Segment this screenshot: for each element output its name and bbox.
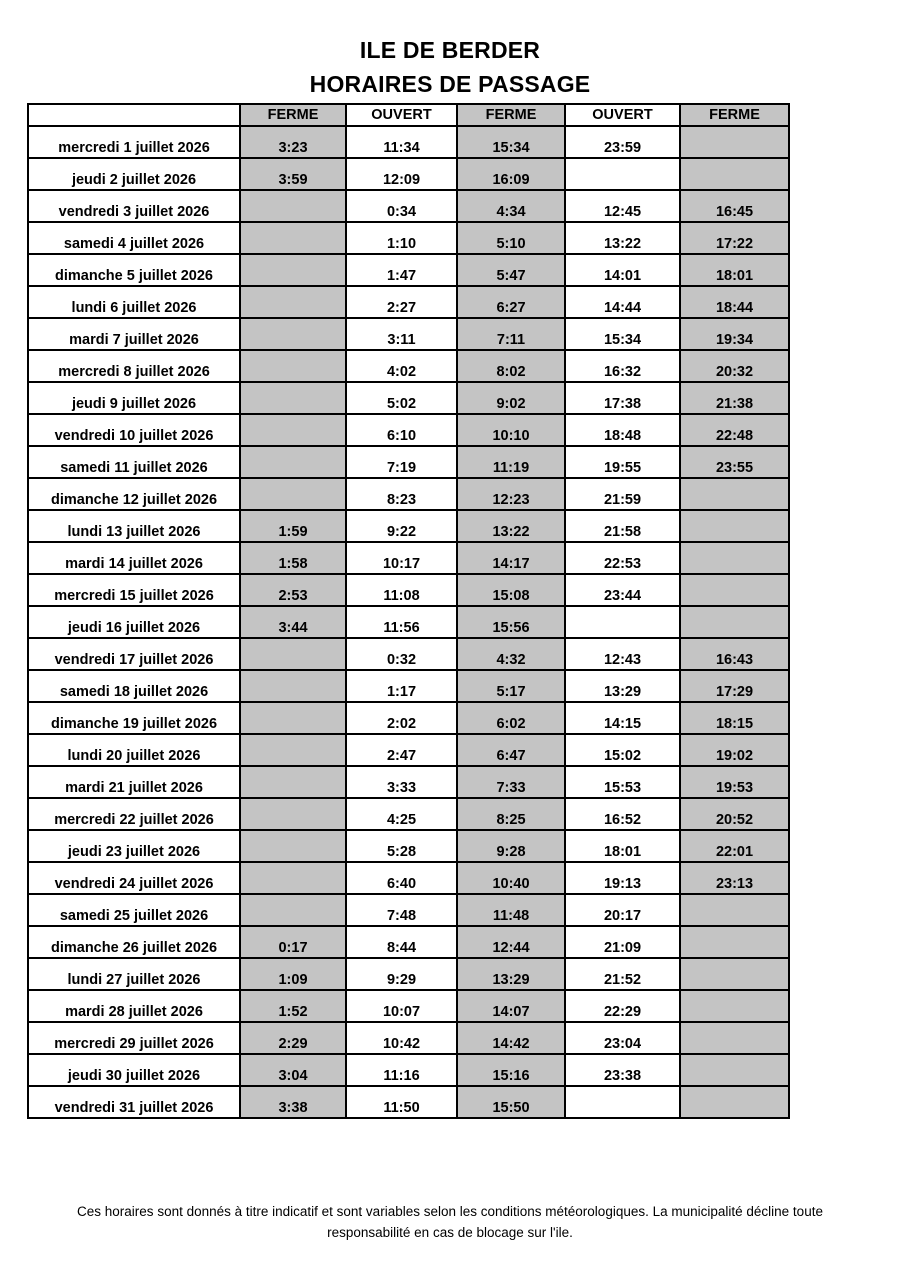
ouvert-1-cell: 6:10 [346, 414, 457, 446]
table-row [28, 926, 789, 958]
ferme-3-cell [680, 1022, 789, 1054]
table-row [28, 798, 789, 830]
table-row [28, 574, 789, 606]
date-cell: lundi 27 juillet 2026 [28, 958, 240, 990]
ouvert-1-cell: 2:02 [346, 702, 457, 734]
date-cell: samedi 4 juillet 2026 [28, 222, 240, 254]
ferme-1-cell [240, 862, 346, 894]
ouvert-2-cell: 23:59 [565, 126, 680, 158]
ouvert-2-cell: 22:29 [565, 990, 680, 1022]
ouvert-1-cell: 4:25 [346, 798, 457, 830]
ferme-2-cell: 15:50 [457, 1086, 565, 1118]
ferme-2-cell: 13:22 [457, 510, 565, 542]
ferme-1-cell [240, 478, 346, 510]
date-cell: dimanche 26 juillet 2026 [28, 926, 240, 958]
ferme-1-cell [240, 190, 346, 222]
ferme-1-cell [240, 318, 346, 350]
ouvert-1-cell: 4:02 [346, 350, 457, 382]
ferme-3-cell: 22:01 [680, 830, 789, 862]
ferme-3-cell [680, 990, 789, 1022]
table-row [28, 734, 789, 766]
ferme-1-cell [240, 798, 346, 830]
date-cell: jeudi 23 juillet 2026 [28, 830, 240, 862]
ferme-2-cell: 12:44 [457, 926, 565, 958]
table-body [28, 126, 789, 1118]
table-row [28, 638, 789, 670]
ferme-3-cell: 18:44 [680, 286, 789, 318]
ferme-3-cell [680, 574, 789, 606]
ferme-3-cell [680, 958, 789, 990]
ouvert-2-cell: 12:45 [565, 190, 680, 222]
ferme-2-cell: 8:25 [457, 798, 565, 830]
ferme-3-cell: 17:22 [680, 222, 789, 254]
ferme-2-cell: 6:02 [457, 702, 565, 734]
date-cell: vendredi 17 juillet 2026 [28, 638, 240, 670]
ouvert-2-cell: 18:01 [565, 830, 680, 862]
ferme-2-cell: 5:17 [457, 670, 565, 702]
date-cell: vendredi 24 juillet 2026 [28, 862, 240, 894]
ouvert-2-cell [565, 158, 680, 190]
ouvert-2-cell: 15:34 [565, 318, 680, 350]
ouvert-2-cell: 14:44 [565, 286, 680, 318]
table-row [28, 286, 789, 318]
ouvert-1-cell: 0:34 [346, 190, 457, 222]
table-row [28, 990, 789, 1022]
ferme-1-cell [240, 254, 346, 286]
ouvert-1-cell: 11:08 [346, 574, 457, 606]
ouvert-1-cell: 5:28 [346, 830, 457, 862]
date-cell: jeudi 30 juillet 2026 [28, 1054, 240, 1086]
ferme-2-cell: 15:16 [457, 1054, 565, 1086]
ferme-2-cell: 15:34 [457, 126, 565, 158]
ferme-2-cell: 16:09 [457, 158, 565, 190]
ferme-3-cell: 18:15 [680, 702, 789, 734]
ouvert-1-cell: 3:11 [346, 318, 457, 350]
ferme-2-cell: 15:56 [457, 606, 565, 638]
ferme-3-cell [680, 510, 789, 542]
ferme-3-cell: 23:13 [680, 862, 789, 894]
ferme-3-cell [680, 894, 789, 926]
ferme-2-cell: 10:10 [457, 414, 565, 446]
ouvert-1-cell: 12:09 [346, 158, 457, 190]
ferme-3-cell [680, 542, 789, 574]
ouvert-1-cell: 5:02 [346, 382, 457, 414]
ferme-3-cell: 22:48 [680, 414, 789, 446]
ferme-3-cell: 20:32 [680, 350, 789, 382]
ouvert-2-cell: 15:02 [565, 734, 680, 766]
ferme-3-cell: 16:45 [680, 190, 789, 222]
date-cell: mercredi 1 juillet 2026 [28, 126, 240, 158]
date-cell: jeudi 9 juillet 2026 [28, 382, 240, 414]
date-cell: mercredi 29 juillet 2026 [28, 1022, 240, 1054]
ouvert-2-cell: 20:17 [565, 894, 680, 926]
ferme-1-cell: 3:04 [240, 1054, 346, 1086]
ferme-1-cell: 3:44 [240, 606, 346, 638]
ferme-1-cell [240, 382, 346, 414]
ouvert-1-cell: 2:27 [346, 286, 457, 318]
ferme-2-cell: 13:29 [457, 958, 565, 990]
date-cell: mardi 7 juillet 2026 [28, 318, 240, 350]
ouvert-1-cell: 6:40 [346, 862, 457, 894]
ferme-2-cell: 15:08 [457, 574, 565, 606]
ferme-3-cell: 23:55 [680, 446, 789, 478]
ouvert-2-cell: 16:32 [565, 350, 680, 382]
ferme-3-cell: 20:52 [680, 798, 789, 830]
ferme-1-cell [240, 702, 346, 734]
page-title: ILE DE BERDER [359, 37, 541, 63]
ferme-2-cell: 14:07 [457, 990, 565, 1022]
header-ouvert: OUVERT [565, 104, 680, 126]
ferme-2-cell: 14:17 [457, 542, 565, 574]
ferme-1-cell [240, 766, 346, 798]
ferme-1-cell: 3:59 [240, 158, 346, 190]
ferme-2-cell: 8:02 [457, 350, 565, 382]
ferme-1-cell [240, 894, 346, 926]
date-cell: lundi 6 juillet 2026 [28, 286, 240, 318]
ferme-1-cell: 1:52 [240, 990, 346, 1022]
disclaimer-text: Ces horaires sont donnés à titre indicatif et sont variables selon les conditions météorologiques. La municipalité décline toute responsabilité en cas de blocage sur l'ile. [77, 1204, 823, 1240]
date-cell: jeudi 16 juillet 2026 [28, 606, 240, 638]
header-date [28, 104, 240, 126]
table-header-row [28, 104, 789, 126]
ferme-2-cell: 4:34 [457, 190, 565, 222]
ouvert-1-cell: 10:42 [346, 1022, 457, 1054]
ferme-3-cell [680, 478, 789, 510]
table-row [28, 222, 789, 254]
ferme-1-cell: 0:17 [240, 926, 346, 958]
ferme-2-cell: 9:28 [457, 830, 565, 862]
header-ferme: FERME [457, 104, 565, 126]
ouvert-1-cell: 1:10 [346, 222, 457, 254]
ferme-1-cell [240, 670, 346, 702]
ouvert-1-cell: 11:34 [346, 126, 457, 158]
tide-schedule-table [27, 103, 790, 1119]
ouvert-1-cell: 10:07 [346, 990, 457, 1022]
ferme-2-cell: 6:27 [457, 286, 565, 318]
ouvert-2-cell: 19:13 [565, 862, 680, 894]
ferme-3-cell: 19:53 [680, 766, 789, 798]
ouvert-2-cell: 13:22 [565, 222, 680, 254]
ferme-1-cell [240, 638, 346, 670]
ferme-2-cell: 10:40 [457, 862, 565, 894]
ferme-3-cell: 21:38 [680, 382, 789, 414]
ferme-3-cell [680, 158, 789, 190]
ferme-1-cell [240, 350, 346, 382]
ferme-1-cell: 2:53 [240, 574, 346, 606]
date-cell: samedi 25 juillet 2026 [28, 894, 240, 926]
table-row [28, 702, 789, 734]
ouvert-2-cell: 19:55 [565, 446, 680, 478]
table-row [28, 542, 789, 574]
ouvert-1-cell: 11:16 [346, 1054, 457, 1086]
header-ferme: FERME [680, 104, 789, 126]
ouvert-1-cell: 0:32 [346, 638, 457, 670]
date-cell: samedi 18 juillet 2026 [28, 670, 240, 702]
ferme-3-cell: 18:01 [680, 254, 789, 286]
ouvert-2-cell: 22:53 [565, 542, 680, 574]
ouvert-2-cell: 18:48 [565, 414, 680, 446]
ferme-3-cell [680, 1086, 789, 1118]
table-row [28, 478, 789, 510]
date-cell: mardi 21 juillet 2026 [28, 766, 240, 798]
ferme-2-cell: 5:47 [457, 254, 565, 286]
ferme-2-cell: 12:23 [457, 478, 565, 510]
date-cell: dimanche 12 juillet 2026 [28, 478, 240, 510]
table-row [28, 254, 789, 286]
ferme-1-cell [240, 414, 346, 446]
ouvert-1-cell: 11:56 [346, 606, 457, 638]
header-ferme: FERME [240, 104, 346, 126]
table-row [28, 766, 789, 798]
date-cell: mardi 14 juillet 2026 [28, 542, 240, 574]
ouvert-2-cell: 12:43 [565, 638, 680, 670]
table-row [28, 1054, 789, 1086]
table-row [28, 318, 789, 350]
ouvert-1-cell: 10:17 [346, 542, 457, 574]
ouvert-1-cell: 2:47 [346, 734, 457, 766]
table-row [28, 1022, 789, 1054]
ferme-1-cell: 2:29 [240, 1022, 346, 1054]
date-cell: vendredi 10 juillet 2026 [28, 414, 240, 446]
date-cell: mercredi 15 juillet 2026 [28, 574, 240, 606]
ouvert-1-cell: 9:29 [346, 958, 457, 990]
ouvert-1-cell: 11:50 [346, 1086, 457, 1118]
ferme-2-cell: 9:02 [457, 382, 565, 414]
table-row [28, 446, 789, 478]
date-cell: lundi 20 juillet 2026 [28, 734, 240, 766]
ouvert-1-cell: 7:48 [346, 894, 457, 926]
ferme-3-cell [680, 926, 789, 958]
table-row [28, 510, 789, 542]
ferme-2-cell: 11:48 [457, 894, 565, 926]
ouvert-2-cell [565, 1086, 680, 1118]
table-row [28, 1086, 789, 1118]
ouvert-1-cell: 1:47 [346, 254, 457, 286]
date-cell: dimanche 5 juillet 2026 [28, 254, 240, 286]
date-cell: lundi 13 juillet 2026 [28, 510, 240, 542]
table-row [28, 862, 789, 894]
ferme-1-cell [240, 286, 346, 318]
date-cell: jeudi 2 juillet 2026 [28, 158, 240, 190]
ouvert-2-cell: 23:38 [565, 1054, 680, 1086]
ouvert-2-cell: 21:58 [565, 510, 680, 542]
ferme-2-cell: 4:32 [457, 638, 565, 670]
ferme-1-cell [240, 734, 346, 766]
date-cell: vendredi 31 juillet 2026 [28, 1086, 240, 1118]
table-row [28, 670, 789, 702]
ferme-3-cell [680, 126, 789, 158]
ouvert-1-cell: 7:19 [346, 446, 457, 478]
ferme-3-cell: 19:34 [680, 318, 789, 350]
ferme-2-cell: 14:42 [457, 1022, 565, 1054]
ferme-2-cell: 7:33 [457, 766, 565, 798]
ferme-1-cell: 1:09 [240, 958, 346, 990]
ferme-2-cell: 7:11 [457, 318, 565, 350]
table-row [28, 894, 789, 926]
ouvert-1-cell: 8:23 [346, 478, 457, 510]
date-cell: vendredi 3 juillet 2026 [28, 190, 240, 222]
date-cell: mercredi 22 juillet 2026 [28, 798, 240, 830]
ouvert-2-cell: 21:09 [565, 926, 680, 958]
ouvert-1-cell: 8:44 [346, 926, 457, 958]
ferme-1-cell [240, 222, 346, 254]
ouvert-2-cell [565, 606, 680, 638]
ferme-3-cell [680, 606, 789, 638]
ferme-1-cell: 1:59 [240, 510, 346, 542]
ouvert-2-cell: 17:38 [565, 382, 680, 414]
ferme-3-cell: 17:29 [680, 670, 789, 702]
ouvert-2-cell: 15:53 [565, 766, 680, 798]
ouvert-2-cell: 21:59 [565, 478, 680, 510]
ferme-1-cell: 3:38 [240, 1086, 346, 1118]
table-row [28, 350, 789, 382]
table-row [28, 158, 789, 190]
table-row [28, 190, 789, 222]
table-row [28, 830, 789, 862]
ferme-3-cell [680, 1054, 789, 1086]
ferme-1-cell [240, 830, 346, 862]
ouvert-2-cell: 14:01 [565, 254, 680, 286]
date-cell: dimanche 19 juillet 2026 [28, 702, 240, 734]
table-row [28, 126, 789, 158]
ferme-1-cell [240, 446, 346, 478]
date-cell: mercredi 8 juillet 2026 [28, 350, 240, 382]
ouvert-1-cell: 1:17 [346, 670, 457, 702]
ouvert-1-cell: 9:22 [346, 510, 457, 542]
table-row [28, 382, 789, 414]
ouvert-2-cell: 16:52 [565, 798, 680, 830]
ferme-2-cell: 5:10 [457, 222, 565, 254]
ferme-1-cell: 3:23 [240, 126, 346, 158]
ferme-1-cell: 1:58 [240, 542, 346, 574]
ouvert-2-cell: 13:29 [565, 670, 680, 702]
table-row [28, 414, 789, 446]
date-cell: mardi 28 juillet 2026 [28, 990, 240, 1022]
table-row [28, 606, 789, 638]
table-row [28, 958, 789, 990]
page-subtitle: HORAIRES DE PASSAGE [309, 71, 591, 97]
ouvert-1-cell: 3:33 [346, 766, 457, 798]
ferme-3-cell: 19:02 [680, 734, 789, 766]
ferme-2-cell: 11:19 [457, 446, 565, 478]
ferme-3-cell: 16:43 [680, 638, 789, 670]
ferme-2-cell: 6:47 [457, 734, 565, 766]
ouvert-2-cell: 21:52 [565, 958, 680, 990]
ouvert-2-cell: 23:04 [565, 1022, 680, 1054]
date-cell: samedi 11 juillet 2026 [28, 446, 240, 478]
ouvert-2-cell: 14:15 [565, 702, 680, 734]
header-ouvert: OUVERT [346, 104, 457, 126]
ouvert-2-cell: 23:44 [565, 574, 680, 606]
